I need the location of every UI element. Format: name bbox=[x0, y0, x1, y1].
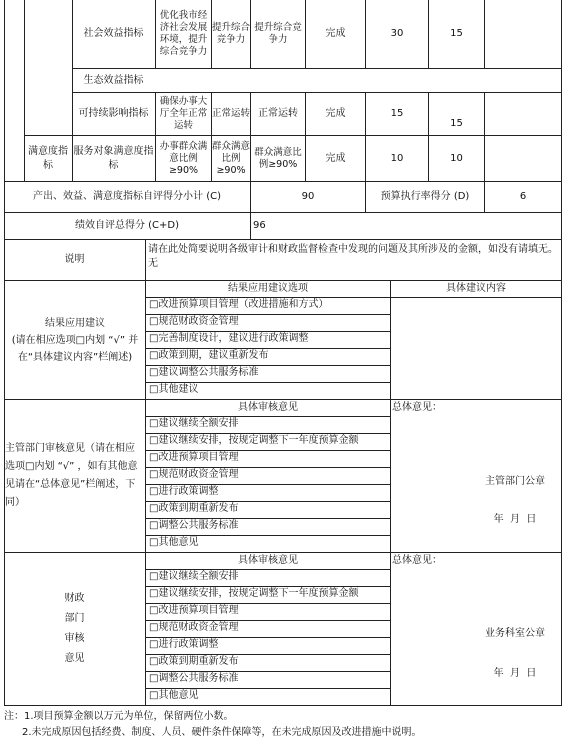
indicator-group: 满意度指标 bbox=[28, 145, 68, 171]
finance-date: 年 月 日 bbox=[493, 668, 537, 679]
result-option-checkbox[interactable]: □建议调整公共服务标准 bbox=[149, 367, 259, 378]
indicator-score: 15 bbox=[450, 28, 463, 39]
dept-option-checkbox[interactable]: □进行政策调整 bbox=[149, 486, 219, 497]
indicator-content: 确保办事大厅全年正常运转 bbox=[159, 96, 208, 131]
indicator-score: 15 bbox=[450, 118, 463, 129]
indicator-actual: 提升综合竞争力 bbox=[254, 22, 302, 45]
result-option-checkbox[interactable]: □其他建议 bbox=[149, 384, 199, 395]
footnote: 2.未完成原因包括经费、制度、人员、硬件条件保障等，在未完成原因及改进措施中说明。 bbox=[22, 727, 422, 738]
indicator-status: 完成 bbox=[325, 152, 346, 164]
subtotal-value: 90 bbox=[301, 191, 315, 202]
finance-option-checkbox[interactable]: □改进预算项目管理 bbox=[149, 605, 239, 616]
budget-rate-label: 预算执行率得分 (D) bbox=[380, 191, 470, 202]
indicator-category: 服务对象满意度指标 bbox=[73, 145, 154, 171]
dept-option-checkbox[interactable]: □政策到期重新发布 bbox=[149, 503, 239, 514]
indicator-weight: 15 bbox=[390, 108, 404, 119]
subtotal-label: 产出、效益、满意度指标自评得分小计 (C) bbox=[33, 191, 221, 202]
finance-overall-label: 总体意见： bbox=[392, 555, 442, 566]
total-score-value: 96 bbox=[253, 220, 266, 231]
indicator-status: 完成 bbox=[325, 108, 346, 119]
result-col-content: 具体建议内容 bbox=[446, 283, 506, 294]
indicator-score: 10 bbox=[450, 152, 463, 164]
result-col-options: 结果应用建议选项 bbox=[228, 283, 308, 294]
result-option-checkbox[interactable]: □规范财政资金管理 bbox=[149, 316, 239, 327]
indicator-weight: 30 bbox=[390, 28, 404, 39]
dept-option-checkbox[interactable]: □调整公共服务标准 bbox=[149, 520, 239, 531]
explain-text: 请在此处简要说明各级审计和财政监督检查中发现的问题及其所涉及的金额，如没有请填无。无 bbox=[148, 244, 558, 269]
indicator-content: 优化我市经济社会发展环境，提升综合竞争力 bbox=[159, 10, 208, 57]
total-score-label: 绩效自评总得分 (C+D) bbox=[74, 220, 180, 231]
dept-option-checkbox[interactable]: □改进预算项目管理 bbox=[149, 452, 239, 463]
budget-rate-value: 6 bbox=[519, 191, 527, 202]
indicator-status: 完成 bbox=[325, 28, 346, 39]
finance-option-checkbox[interactable]: □建议继续安排，按规定调整下一年度预算金额 bbox=[149, 588, 359, 599]
finance-option-checkbox[interactable]: □建议继续全额安排 bbox=[149, 571, 239, 582]
explain-label: 说明 bbox=[64, 254, 85, 265]
indicator-target: 提升综合竞争力 bbox=[212, 22, 251, 45]
dept-option-checkbox[interactable]: □建议继续安排，按规定调整下一年度预算金额 bbox=[149, 435, 359, 446]
indicator-category: 社会效益指标 bbox=[83, 28, 144, 39]
dept-review-label: 主管部门审核意见（请在相应选项□内划 “√” ，如有其他意见请在“总体意见”栏阐述，下同） bbox=[5, 443, 138, 508]
indicator-category: 生态效益指标 bbox=[83, 74, 144, 86]
dept-col-opinions: 具体审核意见 bbox=[238, 402, 298, 413]
finance-review-label: 财政 部门 审核 意见 bbox=[64, 593, 85, 664]
dept-option-checkbox[interactable]: □建议继续全额安排 bbox=[149, 418, 239, 429]
dept-date: 年 月 日 bbox=[493, 514, 537, 525]
result-label: 结果应用建议 (请在相应选项□内划 “√” 并在“具体建议内容”栏阐述) bbox=[11, 317, 139, 363]
indicator-content: 办事群众满意比例≥90% bbox=[159, 140, 208, 176]
dept-overall-label: 总体意见： bbox=[392, 402, 442, 413]
indicator-target: 群众满意比例≥90% bbox=[212, 140, 251, 176]
indicator-category: 可持续影响指标 bbox=[78, 108, 149, 119]
result-option-checkbox[interactable]: □政策到期，建议重新发布 bbox=[149, 350, 269, 361]
finance-option-checkbox[interactable]: □调整公共服务标准 bbox=[149, 673, 239, 684]
dept-option-checkbox[interactable]: □其他意见 bbox=[149, 537, 199, 548]
dept-option-checkbox[interactable]: □规范财政资金管理 bbox=[149, 469, 239, 480]
indicator-actual: 正常运转 bbox=[258, 108, 298, 119]
indicator-weight: 10 bbox=[390, 152, 404, 164]
finance-option-checkbox[interactable]: □进行政策调整 bbox=[149, 639, 219, 650]
indicator-target: 正常运转 bbox=[212, 108, 251, 119]
finance-col-opinions: 具体审核意见 bbox=[238, 555, 298, 566]
finance-option-checkbox[interactable]: □其他意见 bbox=[149, 690, 199, 701]
result-option-checkbox[interactable]: □改进预算项目管理（改进措施和方式） bbox=[149, 299, 329, 310]
finance-option-checkbox[interactable]: □政策到期重新发布 bbox=[149, 656, 239, 667]
dept-seal: 主管部门公章 bbox=[485, 476, 545, 487]
indicator-actual: 群众满意比例≥90% bbox=[254, 146, 302, 170]
result-option-checkbox[interactable]: □完善制度设计，建议进行政策调整 bbox=[149, 333, 309, 344]
footnote: 注：1.项目预算金额以万元为单位，保留两位小数。 bbox=[4, 711, 234, 722]
finance-option-checkbox[interactable]: □规范财政资金管理 bbox=[149, 622, 239, 633]
finance-seal: 业务科室公章 bbox=[485, 628, 545, 639]
